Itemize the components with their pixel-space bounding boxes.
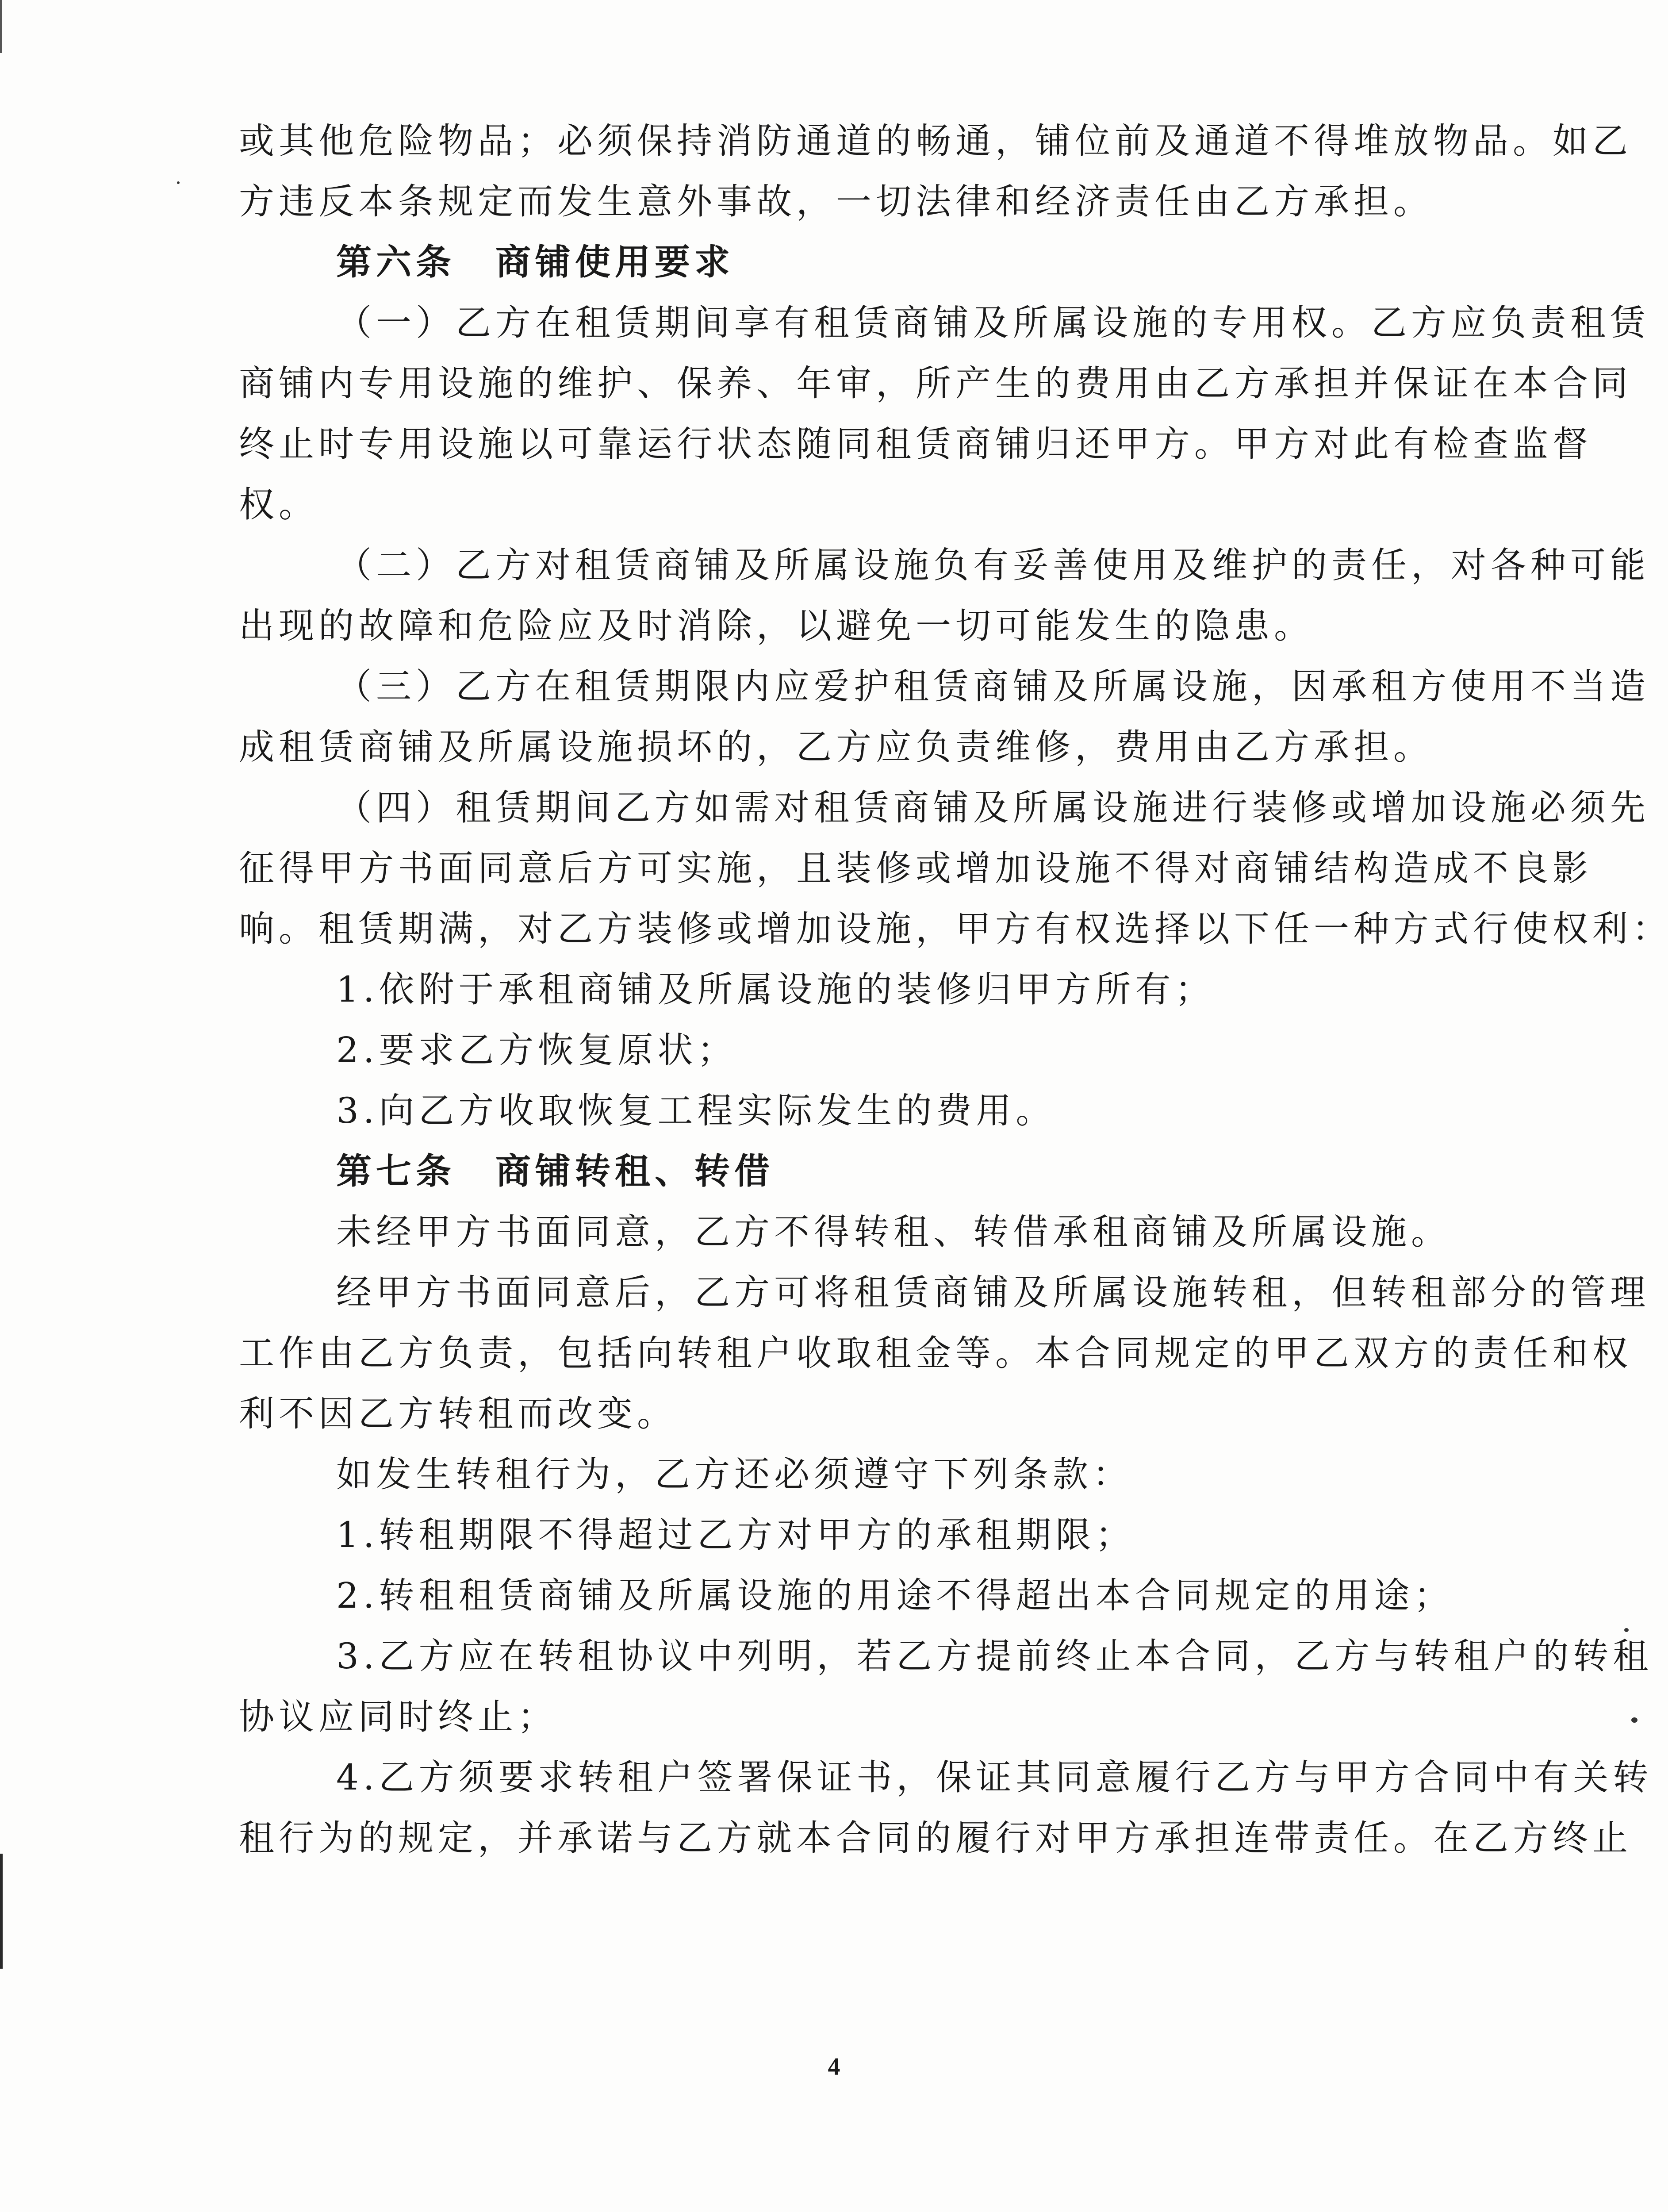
page-number: 4 [828, 2053, 840, 2081]
paragraph-line: （三）乙方在租赁期限内应爱护租赁商铺及所属设施，因承租方使用不当造 [336, 666, 1650, 707]
paragraph-line: 出现的故障和危险应及时消除，以避免一切可能发生的隐患。 [239, 605, 1314, 646]
paragraph-line: （二）乙方对租赁商铺及所属设施负有妥善使用及维护的责任，对各种可能 [336, 545, 1650, 586]
section-title: 商铺使用要求 [495, 241, 734, 283]
paragraph-line: （一）乙方在租赁期间享有租赁商铺及所属设施的专用权。乙方应负责租赁 [336, 302, 1650, 343]
paragraph-line: 如发生转租行为，乙方还必须遵守下列条款： [336, 1454, 1132, 1495]
scan-edge-mark [0, 1854, 3, 1969]
list-item-continuation: 协议应同时终止； [239, 1696, 557, 1737]
list-item: 1.转租期限不得超过乙方对甲方的承租期限； [336, 1514, 1135, 1555]
paragraph-line: 商铺内专用设施的维护、保养、年审，所产生的费用由乙方承担并保证在本合同 [239, 363, 1632, 404]
list-item: 3.向乙方收取恢复工程实际发生的费用。 [336, 1090, 1056, 1131]
section-heading-7 [239, 1141, 1473, 1202]
list-item: 1.依附于承租商铺及所属设施的装修归甲方所有； [336, 969, 1215, 1010]
list-item: 3.乙方应在转租协议中列明，若乙方提前终止本合同，乙方与转租户的转租 [336, 1636, 1653, 1677]
list-item: 2.要求乙方恢复原状； [336, 1029, 737, 1071]
paragraph-line: 征得甲方书面同意后方可实施，且装修或增加设施不得对商铺结构造成不良影 [239, 848, 1592, 889]
scan-speck [1624, 1628, 1629, 1632]
paragraph-line: 响。租赁期满，对乙方装修或增加设施，甲方有权选择以下任一种方式行使权利： [239, 908, 1672, 949]
section-title: 商铺转租、转借 [495, 1150, 774, 1192]
paragraph-line: 未经甲方书面同意，乙方不得转租、转借承租商铺及所属设施。 [336, 1211, 1451, 1252]
scan-edge-mark-top [0, 0, 2, 53]
paragraph-line: 成租赁商铺及所属设施损坏的，乙方应负责维修，费用由乙方承担。 [239, 726, 1433, 768]
paragraph-line: 经甲方书面同意后，乙方可将租赁商铺及所属设施转租，但转租部分的管理 [336, 1272, 1650, 1313]
paragraph-line: 权。 [239, 484, 318, 525]
list-item: 4.乙方须要求转租户签署保证书，保证其同意履行乙方与甲方合同中有关转 [336, 1757, 1653, 1798]
list-item-continuation: 租行为的规定，并承诺与乙方就本合同的履行对甲方承担连带责任。在乙方终止 [239, 1817, 1632, 1859]
paragraph-line: 方违反本条规定而发生意外事故，一切法律和经济责任由乙方承担。 [239, 181, 1433, 222]
document-body [239, 111, 1672, 1868]
section-number: 第六条 [336, 241, 456, 283]
paragraph-line: 工作由乙方负责，包括向转租户收取租金等。本合同规定的甲乙双方的责任和权 [239, 1333, 1632, 1374]
section-heading-6 [239, 232, 1473, 292]
paragraph-line: 利不因乙方转租而改变。 [239, 1393, 677, 1434]
list-item: 2.转租租赁商铺及所属设施的用途不得超出本合同规定的用途； [336, 1575, 1454, 1616]
section-number: 第七条 [336, 1150, 456, 1192]
paragraph-line: 或其他危险物品；必须保持消防通道的畅通，铺位前及通道不得堆放物品。如乙 [239, 120, 1632, 161]
paragraph-line: 终止时专用设施以可靠运行状态随同租赁商铺归还甲方。甲方对此有检查监督 [239, 423, 1592, 465]
paragraph-line: （四）租赁期间乙方如需对租赁商铺及所属设施进行装修或增加设施必须先 [336, 787, 1650, 828]
scan-speck [1631, 1717, 1637, 1723]
scan-speck [177, 181, 180, 184]
